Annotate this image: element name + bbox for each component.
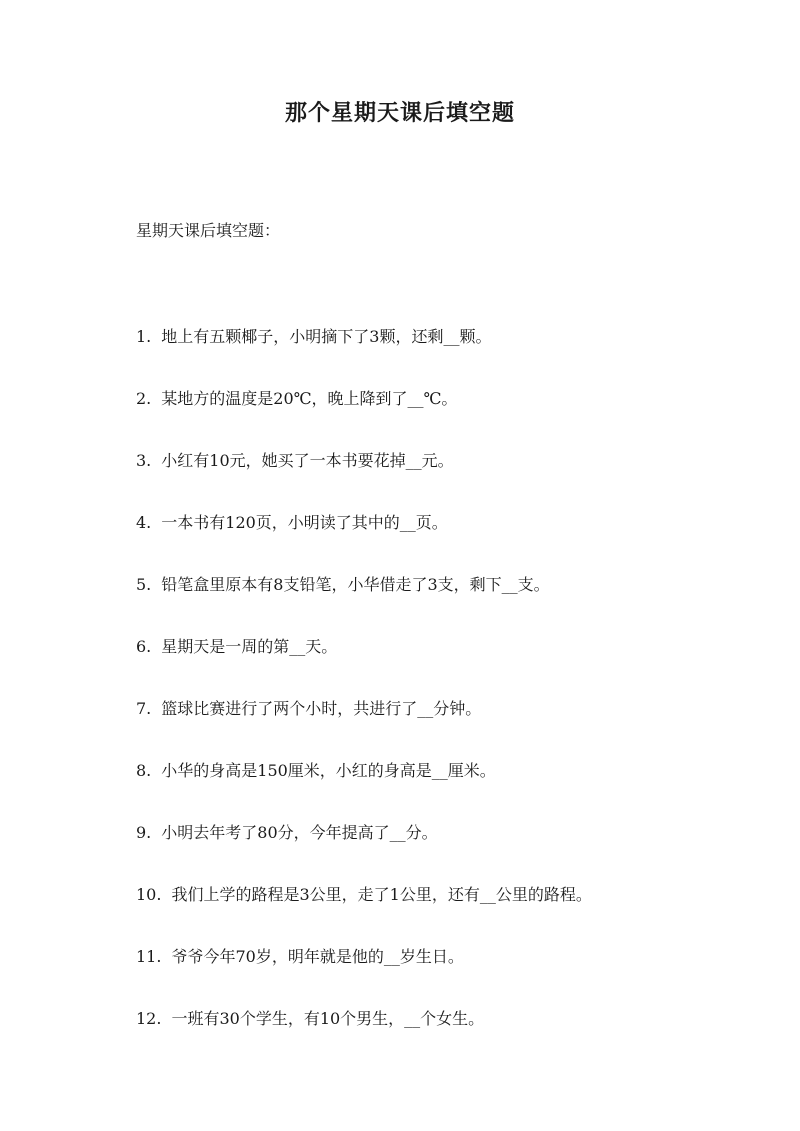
question-number: 1. bbox=[136, 327, 152, 346]
question-number: 7. bbox=[136, 699, 152, 718]
question-list bbox=[136, 326, 592, 1070]
question-item bbox=[136, 450, 592, 512]
question-text: 小华的身高是150厘米，小红的身高是__厘米。 bbox=[161, 761, 496, 780]
question-number: 2. bbox=[136, 389, 152, 408]
question-number: 4. bbox=[136, 513, 152, 532]
question-item bbox=[136, 388, 592, 450]
question-number: 3. bbox=[136, 451, 152, 470]
question-item bbox=[136, 512, 592, 574]
question-text: 篮球比赛进行了两个小时，共进行了__分钟。 bbox=[161, 699, 482, 718]
question-item bbox=[136, 1008, 592, 1070]
question-item bbox=[136, 946, 592, 1008]
document-title: 那个星期天课后填空题 bbox=[284, 100, 515, 126]
question-number: 10. bbox=[136, 885, 162, 904]
question-text: 地上有五颗椰子，小明摘下了3颗，还剩__颗。 bbox=[161, 327, 492, 346]
question-text: 一本书有120页，小明读了其中的__页。 bbox=[161, 513, 448, 532]
question-text: 小红有10元，她买了一本书要花掉__元。 bbox=[161, 451, 454, 470]
question-item bbox=[136, 698, 592, 760]
question-item bbox=[136, 636, 592, 698]
question-text: 小明去年考了80分，今年提高了__分。 bbox=[161, 823, 438, 842]
question-item bbox=[136, 822, 592, 884]
question-item bbox=[136, 884, 592, 946]
question-text: 一班有30个学生，有10个男生，__个女生。 bbox=[171, 1009, 485, 1028]
question-item bbox=[136, 326, 592, 388]
section-heading: 星期天课后填空题： bbox=[136, 221, 281, 240]
question-number: 9. bbox=[136, 823, 152, 842]
question-number: 6. bbox=[136, 637, 152, 656]
question-number: 8. bbox=[136, 761, 152, 780]
question-item bbox=[136, 574, 592, 636]
question-text: 铅笔盒里原本有8支铅笔，小华借走了3支，剩下__支。 bbox=[161, 575, 550, 594]
question-item bbox=[136, 760, 592, 822]
question-text: 某地方的温度是20℃，晚上降到了__℃。 bbox=[161, 389, 458, 408]
question-number: 12. bbox=[136, 1009, 162, 1028]
question-text: 爷爷今年70岁，明年就是他的__岁生日。 bbox=[171, 947, 464, 966]
question-text: 我们上学的路程是3公里，走了1公里，还有__公里的路程。 bbox=[171, 885, 592, 904]
question-number: 11. bbox=[136, 947, 162, 966]
question-number: 5. bbox=[136, 575, 152, 594]
question-text: 星期天是一周的第__天。 bbox=[161, 637, 338, 656]
